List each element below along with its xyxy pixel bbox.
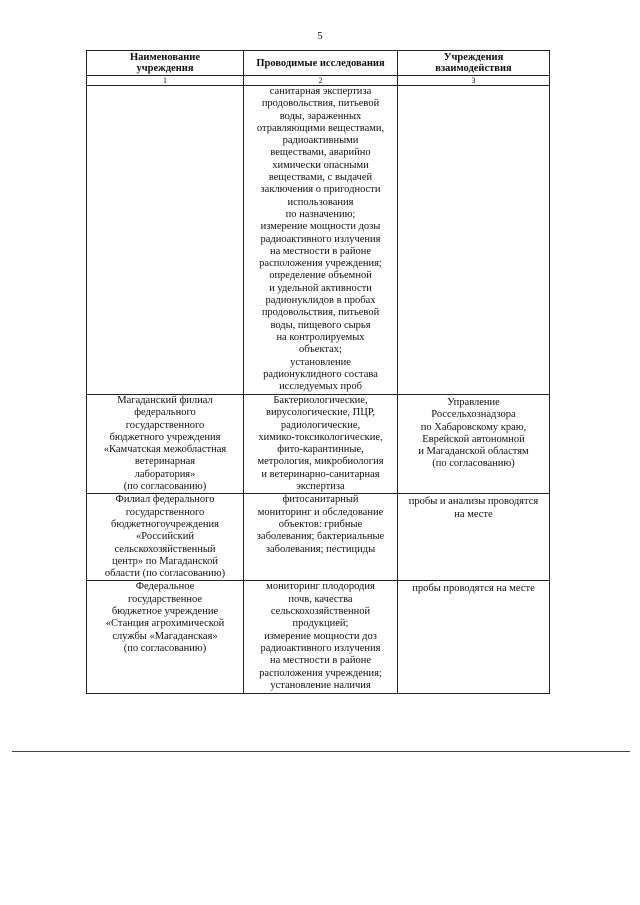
table-row xyxy=(87,395,550,494)
header-partners: Учреждения взаимодействия xyxy=(398,51,550,76)
table-row xyxy=(87,86,550,395)
partners-cell: пробы проводятся на месте xyxy=(398,581,550,694)
institution-cell: Филиал федерального государственного бюджетногоучреждения «Российский сельскохозяйственный центр» по Магаданской области (по согласованию) xyxy=(87,494,244,581)
page-number: 5 xyxy=(317,30,323,42)
table-header-row xyxy=(87,51,550,76)
header-research: Проводимые исследования xyxy=(244,51,398,76)
partners-cell xyxy=(398,86,550,395)
research-institutions-table xyxy=(86,50,550,694)
research-cell: Бактериологические, вирусологические, ПЦР, радиологические, химико-токсикологические, фито-карантинные, метрология, микробиология и ветеринарно-санитарная экспертиза xyxy=(244,395,398,494)
research-cell: фитосанитарный мониторинг и обследование объектов: грибные заболевания; бактериальные заболевания; пестициды xyxy=(244,494,398,581)
header-institution: Наименование учреждения xyxy=(87,51,244,76)
column-number: 3 xyxy=(398,76,550,86)
institution-cell: Магаданский филиал федерального государственного бюджетного учреждения «Камчатская межобластная ветеринарная лаборатория» (по согласованию) xyxy=(87,395,244,494)
partners-cell: Управление Россельхознадзора по Хабаровскому краю, Еврейской автономной и Магаданской областям (по согласованию) xyxy=(398,395,550,494)
column-number-row xyxy=(87,76,550,86)
column-number: 1 xyxy=(87,76,244,86)
partners-cell: пробы и анализы проводятся на месте xyxy=(398,494,550,581)
table-row xyxy=(87,581,550,694)
research-cell: санитарная экспертиза продовольствия, питьевой воды, зараженных отравляющими веществами, радиоактивными веществами, аварийно химически опасными веществами, с выдачей заключения о пригодности использования по назначению; измерение мощности дозы радиоактивного излучения на местности в районе расположения учреждения; определение объемной и удельной активности радионуклидов в пробах продовольствия, питьевой воды, пищевого сырья на контролируемых объектах; установление радионуклидного состава исследуемых проб xyxy=(244,86,398,395)
institution-cell: Федеральное государственное бюджетное учреждение «Станция агрохимической службы «Магаданская» (по согласованию) xyxy=(87,581,244,694)
institution-cell xyxy=(87,86,244,395)
table-row xyxy=(87,494,550,581)
column-number: 2 xyxy=(244,76,398,86)
page-bottom-rule xyxy=(12,751,630,752)
research-cell: мониторинг плодородия почв, качества сельскохозяйственной продукцией; измерение мощности доз радиоактивного излучения на местности в районе расположения учреждения; установление наличия xyxy=(244,581,398,694)
